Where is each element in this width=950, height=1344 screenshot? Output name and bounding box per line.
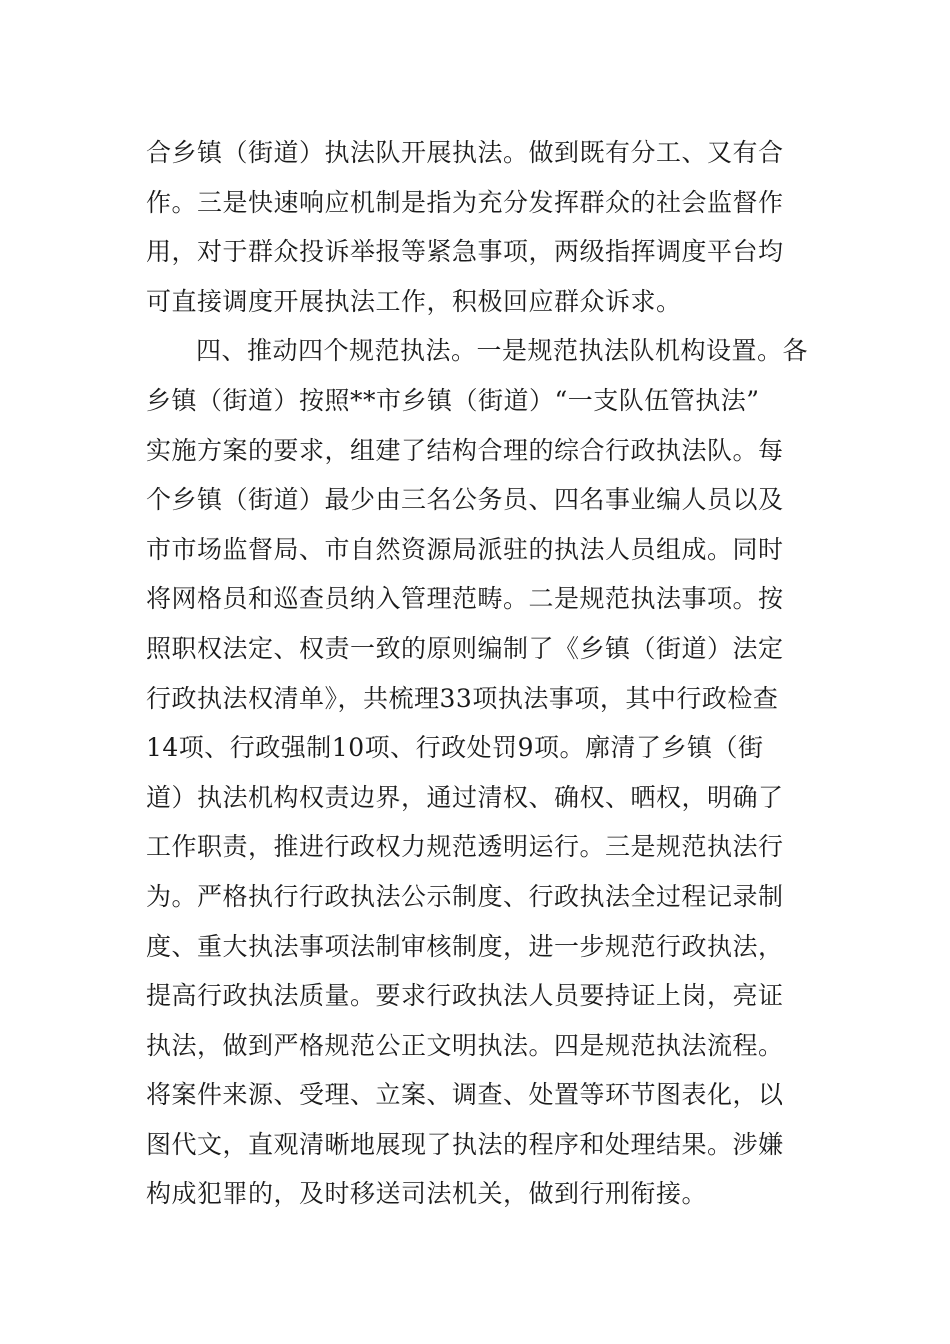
text-line: 道）执法机构权责边界，通过清权、确权、晒权，明确了 [146,782,784,812]
text-line: 构成犯罪的，及时移送司法机关，做到行刑衔接。 [146,1179,708,1209]
text-line: 执法，做到严格规范公正文明执法。四是规范执法流程。 [146,1030,784,1060]
text-line: 提高行政执法质量。要求行政执法人员要持证上岗，亮证 [146,981,784,1011]
text-line: 实施方案的要求，组建了结构合理的综合行政执法队。每 [146,435,784,465]
text-line: 照职权法定、权责一致的原则编制了《乡镇（街道）法定 [146,633,784,663]
text-line: 市市场监督局、市自然资源局派驻的执法人员组成。同时 [146,534,784,564]
text-line: 14项、行政强制10项、行政处罚9项。廓清了乡镇（街 [146,733,764,763]
body-text [146,128,810,1219]
text-line: 工作职责，推进行政权力规范透明运行。三是规范执法行 [146,832,784,862]
text-line: 度、重大执法事项法制审核制度，进一步规范行政执法， [146,931,784,961]
text-line: 为。严格执行行政执法公示制度、行政执法全过程记录制 [146,881,784,911]
text-line: 图代文，直观清晰地展现了执法的程序和处理结果。涉嫌 [146,1129,784,1159]
text-line: 乡镇（街道）按照**市乡镇（街道）“一支队伍管执法” [146,385,760,415]
text-line: 合乡镇（街道）执法队开展执法。做到既有分工、又有合 [146,138,784,167]
text-line: 将网格员和巡查员纳入管理范畴。二是规范执法事项。按 [146,584,784,614]
text-line: 将案件来源、受理、立案、调查、处置等环节图表化，以 [146,1080,784,1110]
text-line: 可直接调度开展执法工作，积极回应群众诉求。 [146,286,682,316]
text-line: 个乡镇（街道）最少由三名公务员、四名事业编人员以及 [146,485,784,515]
text-line: 用，对于群众投诉举报等紧急事项，两级指挥调度平台均 [146,237,784,267]
text-line: 行政执法权清单》，共梳理33项执法事项，其中行政检查 [146,683,779,713]
text-line: 作。三是快速响应机制是指为充分发挥群众的社会监督作 [146,187,784,217]
paragraph-start-line: 四、推动四个规范执法。一是规范执法队机构设置。各 [196,336,809,366]
